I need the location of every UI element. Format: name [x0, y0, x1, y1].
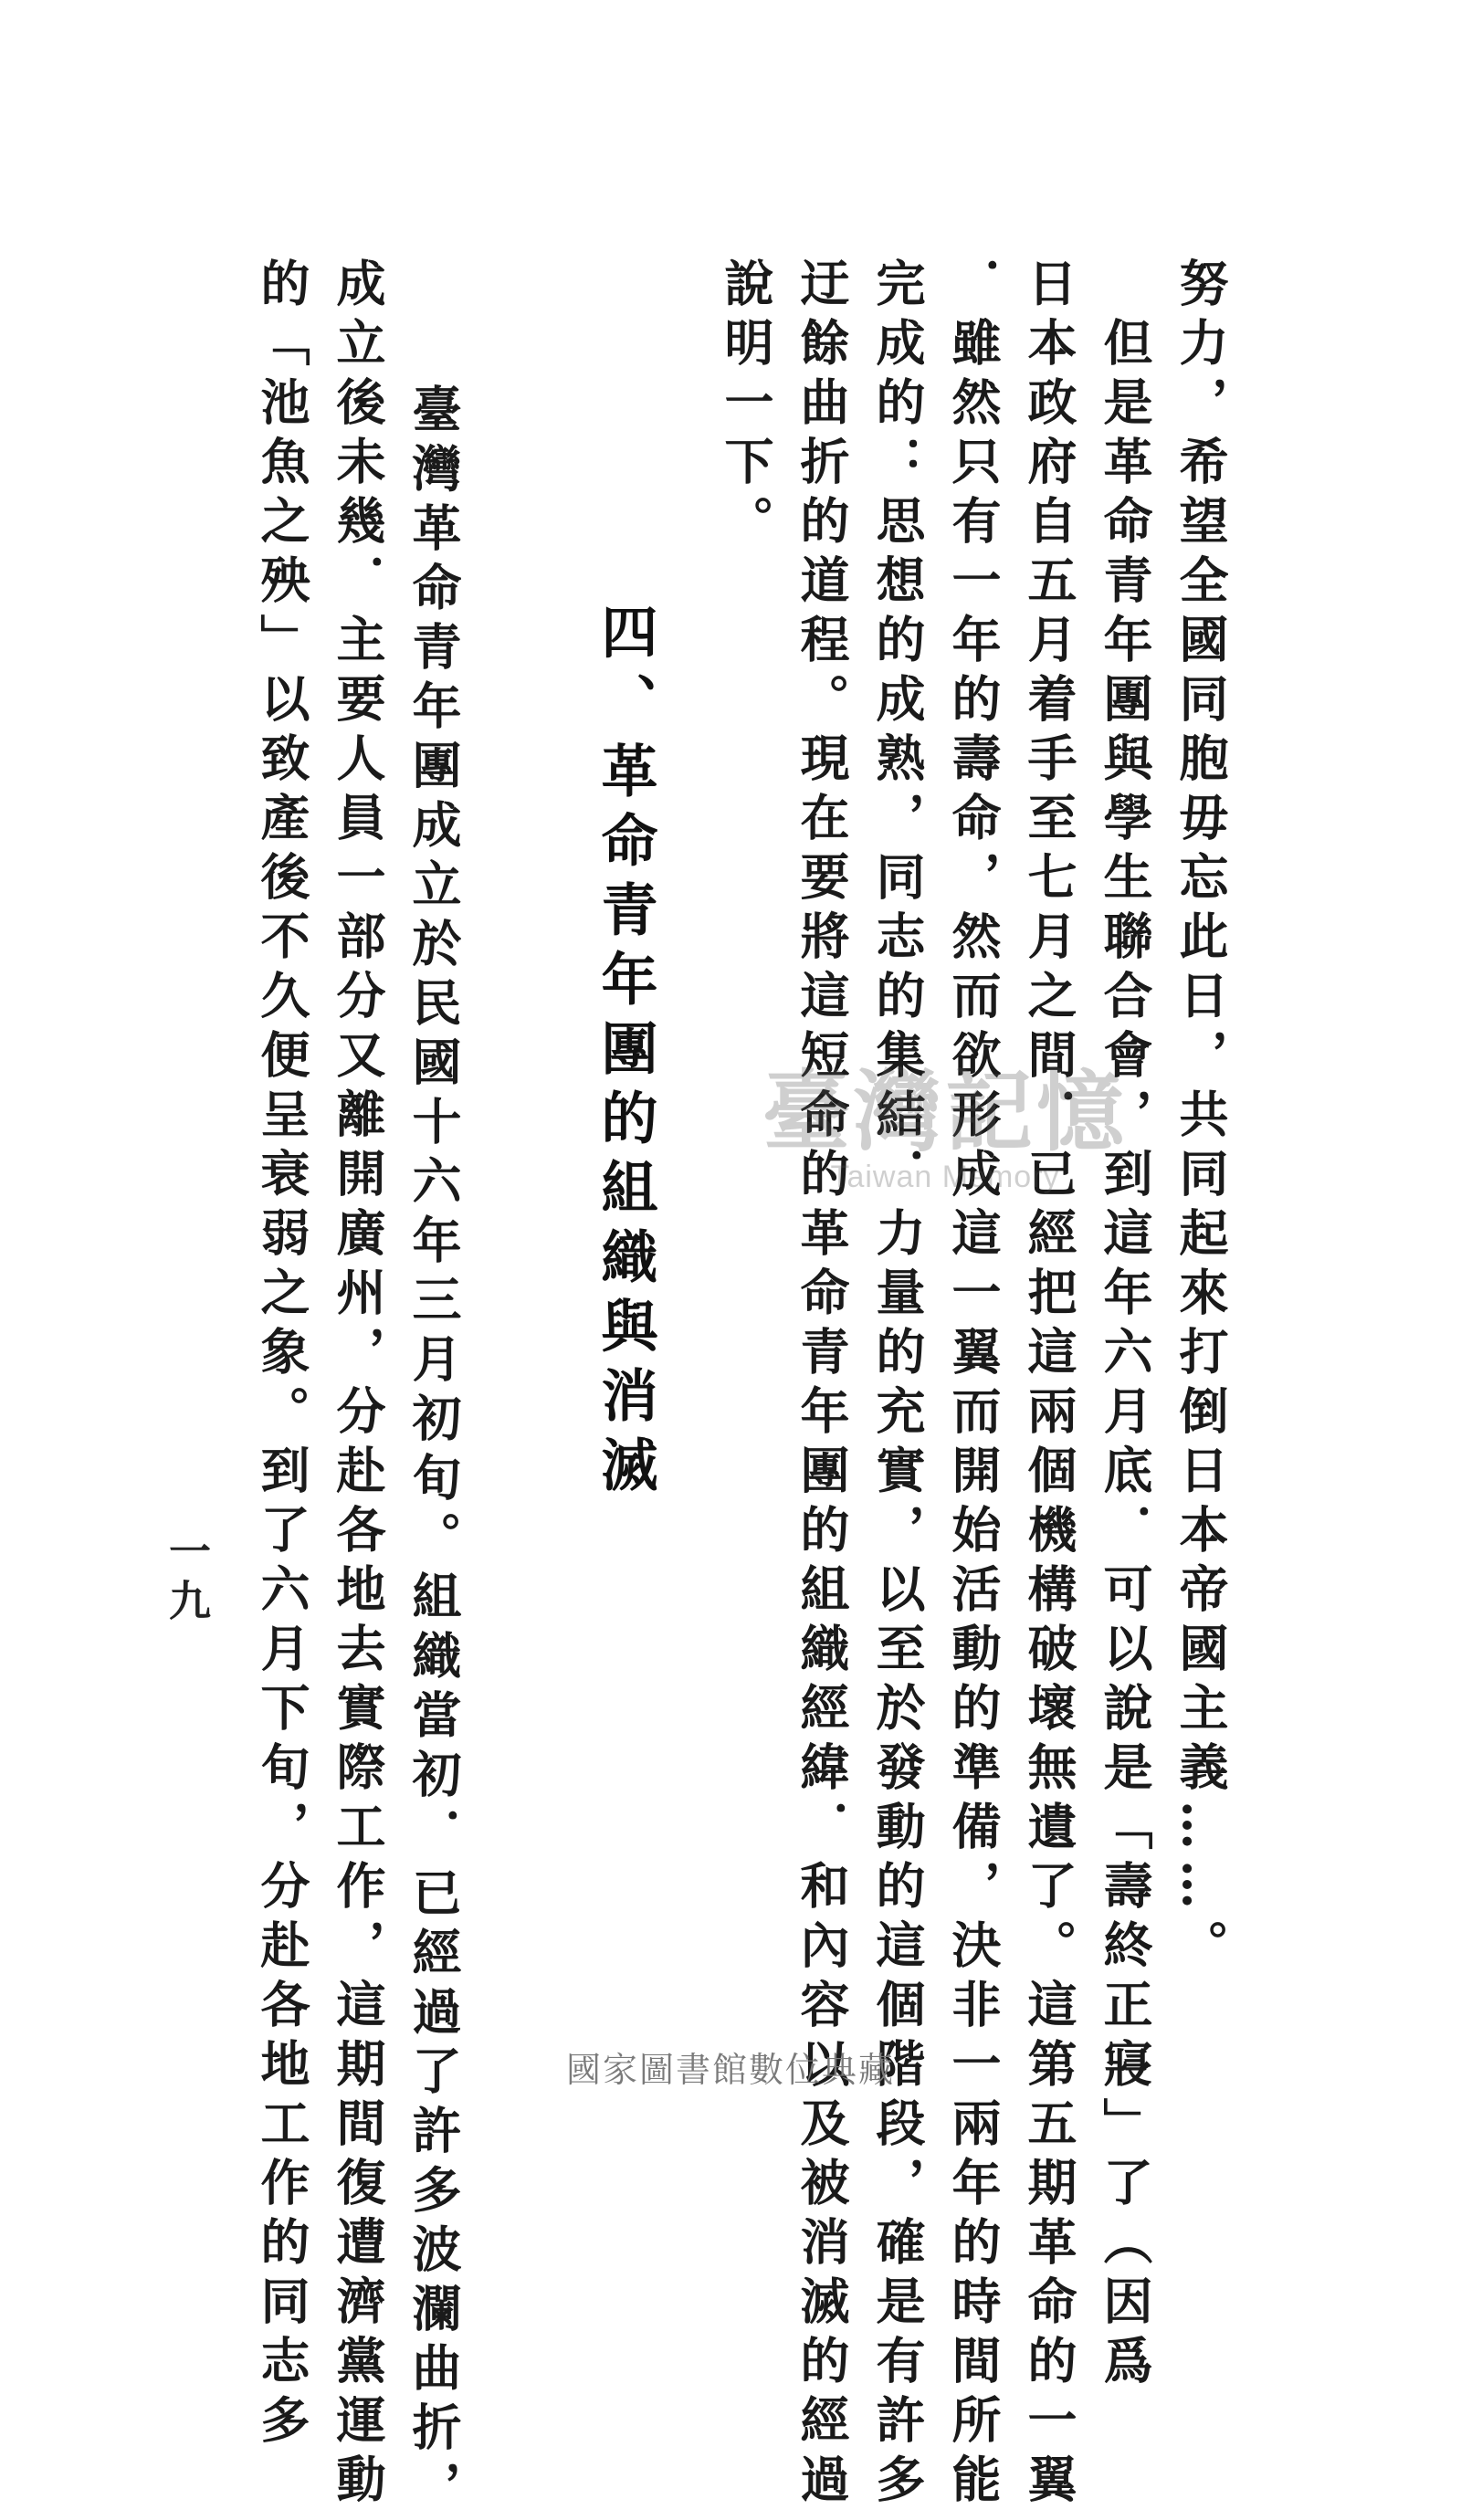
text-column-6: 迂餘曲折的道程。現在要將這短命的革命青年團的組織經緯．和內容以及被消滅的經過 [793, 257, 851, 2513]
text-column-4: ．雖然只有一年的壽命，然而欲形成這一翼而開始活動的準備，決非一兩年的時間所能 [944, 257, 1003, 2513]
section-heading: 四、革命青年團的組織與消滅 [592, 603, 658, 1505]
watermark-subtitle: Taiwan Memory [830, 1160, 1060, 1194]
page-number: 一九 [163, 1529, 212, 1628]
body-column-3: 的「池魚之殃」以致產後不久便呈衰弱之象。到了六月下旬，分赴各地工作的同志多 [253, 257, 311, 2453]
body-column-2: 成立後未幾．主要人員一部分又離開廣州，分赴各地去實際工作，這期間復遭濟黨運動 [329, 257, 387, 2513]
text-column-3: 日本政府自五月着手至七月之間．已經把這兩個機構破壞無遺了。這第五期革命的一翼 [1020, 257, 1078, 2513]
text-column-7: 說明一下。 [717, 257, 775, 554]
watermark [730, 1060, 1160, 1195]
text-column-1: 努力，希望全國同胞毋忘此日，共同起來打倒日本帝國主義……。 [1172, 257, 1230, 1979]
watermark-title: 臺灣記憶 [762, 1060, 1128, 1163]
footer-collection-label: 國家圖書館數位典藏 [565, 2050, 895, 2090]
text-column-2: 但是革命青年團與學生聯合會，到這年六月底．可以說是「壽終正寢」了（因爲 [1096, 257, 1154, 2394]
body-column-1: 臺灣革命青年團成立於民國十六年三月初旬。組織當初．已經過了許多波瀾曲折， [405, 324, 463, 2520]
text-column-5: 完成的：思想的成熟，同志的集結．力量的充實，以至於發動的這個階段，確是有許多 [868, 257, 927, 2513]
